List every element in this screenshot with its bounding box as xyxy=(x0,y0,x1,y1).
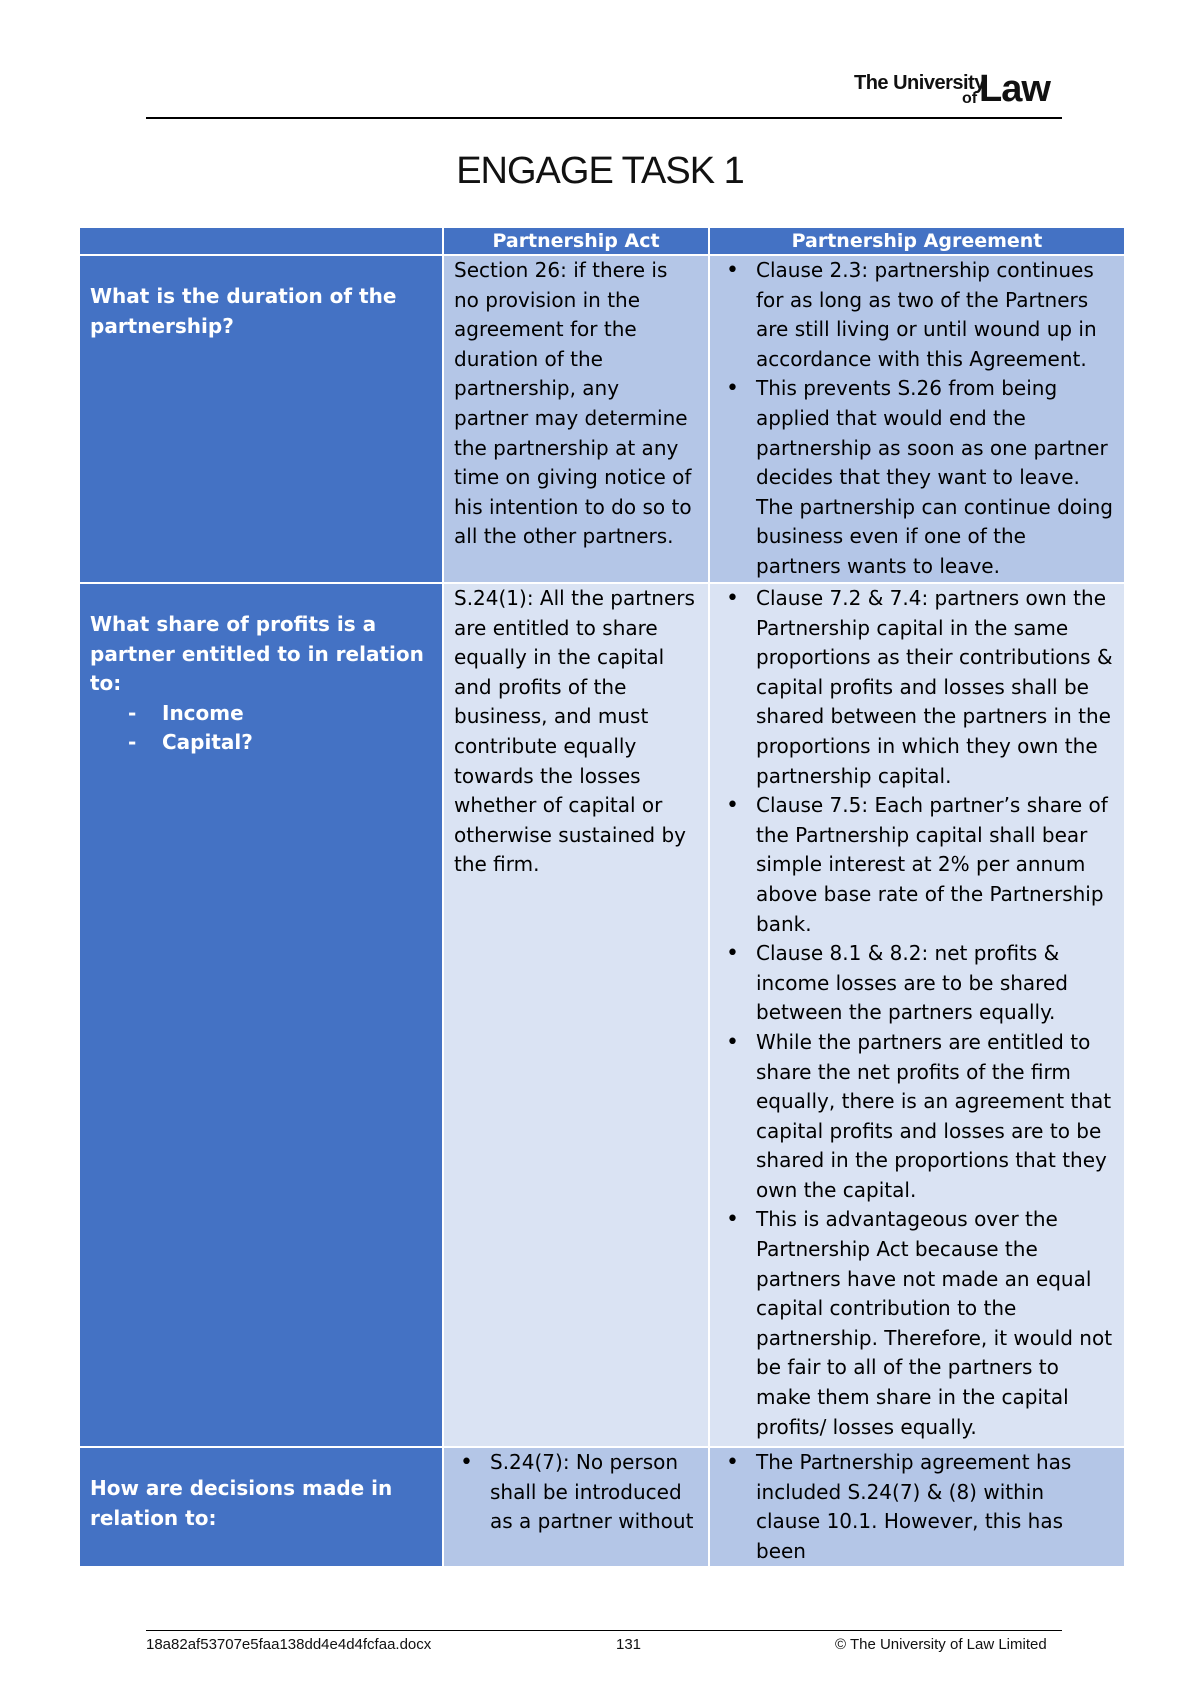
list-item: • This is advantageous over the Partnership Act because the partners have not made an equal capital contribution to the partnership. Therefore, it would not be fair to all of the partners to make them share in the capital profits/ losses equally. xyxy=(720,1205,1114,1442)
list-item: • Clause 7.2 & 7.4: partners own the Partnership capital in the same proportions as their contributions & capital profits and losses shall be shared between the partners in the proportions in which they own the partnership capital. xyxy=(720,584,1114,791)
table-row xyxy=(79,255,1125,583)
table-row xyxy=(79,583,1125,1447)
list-item: • While the partners are entitled to share the net profits of the firm equally, there is an agreement that capital profits and losses are to be shared in the proportions that they own the capital. xyxy=(720,1028,1114,1206)
page-title: ENGAGE TASK 1 xyxy=(456,150,744,192)
footer-page-number: 131 xyxy=(616,1636,642,1653)
logo-text-of: of xyxy=(962,90,978,107)
question-text: How are decisions made in relation to: xyxy=(90,1476,393,1530)
act-text: Section 26: if there is no provision in the agreement for the duration of the partnership, any partner may determine the partnership at any time on giving notice of his intention to do so to all the other partners. xyxy=(454,258,692,549)
act-bullet-list xyxy=(454,1448,698,1537)
act-text: S.24(1): All the partners are entitled to share equally in the capital and profits of the business, and must contribute equally towards the losses whether of capital or otherwise sustained by the firm. xyxy=(454,586,695,877)
header-cell-partnership-act: Partnership Act xyxy=(443,227,709,255)
table-header-row xyxy=(79,227,1125,255)
footer-filename: 18a82af53707e5faa138dd4e4d4fcfaa.docx xyxy=(146,1636,432,1653)
agreement-bullet-list xyxy=(720,256,1114,582)
footer-copyright: © The University of Law Limited xyxy=(835,1636,1047,1653)
question-sub-list xyxy=(90,699,432,758)
question-cell xyxy=(79,1447,443,1567)
agreement-bullet-list xyxy=(720,1448,1114,1566)
logo-text-university: The University xyxy=(854,72,985,94)
list-item: • Clause 8.1 & 8.2: net profits & income losses are to be shared between the partners equally. xyxy=(720,939,1114,1028)
list-item: • The Partnership agreement has included S.24(7) & (8) within clause 10.1. However, this has been xyxy=(720,1448,1114,1566)
agreement-cell xyxy=(709,1447,1125,1567)
question-cell xyxy=(79,255,443,583)
agreement-bullet-list xyxy=(720,584,1114,1442)
act-cell xyxy=(443,583,709,1447)
question-cell xyxy=(79,583,443,1447)
comparison-table xyxy=(78,226,1126,1568)
university-of-law-logo xyxy=(854,70,1064,114)
act-cell xyxy=(443,1447,709,1567)
agreement-cell xyxy=(709,255,1125,583)
header-rule xyxy=(146,117,1062,119)
table-row xyxy=(79,1447,1125,1567)
header-cell-partnership-agreement: Partnership Agreement xyxy=(709,227,1125,255)
act-cell xyxy=(443,255,709,583)
question-text: What is the duration of the partnership? xyxy=(90,284,397,338)
agreement-cell xyxy=(709,583,1125,1447)
list-item: - Capital? xyxy=(90,728,432,758)
list-item: • S.24(7): No person shall be introduced as a partner without xyxy=(454,1448,698,1537)
list-item: • Clause 7.5: Each partner’s share of the Partnership capital shall bear simple interest at 2% per annum above base rate of the Partnership bank. xyxy=(720,791,1114,939)
list-item: - Income xyxy=(90,699,432,729)
list-item: • Clause 2.3: partnership continues for as long as two of the Partners are still living or until wound up in accordance with this Agreement. xyxy=(720,256,1114,374)
list-item: • This prevents S.26 from being applied that would end the partnership as soon as one partner decides that they want to leave. The partnership can continue doing business even if one of the partners wants to leave. xyxy=(720,374,1114,581)
header-cell-question xyxy=(79,227,443,255)
logo-text-law: Law xyxy=(979,68,1050,110)
question-text: What share of profits is a partner entitled to in relation to: xyxy=(90,612,424,696)
footer-rule xyxy=(146,1630,1062,1631)
